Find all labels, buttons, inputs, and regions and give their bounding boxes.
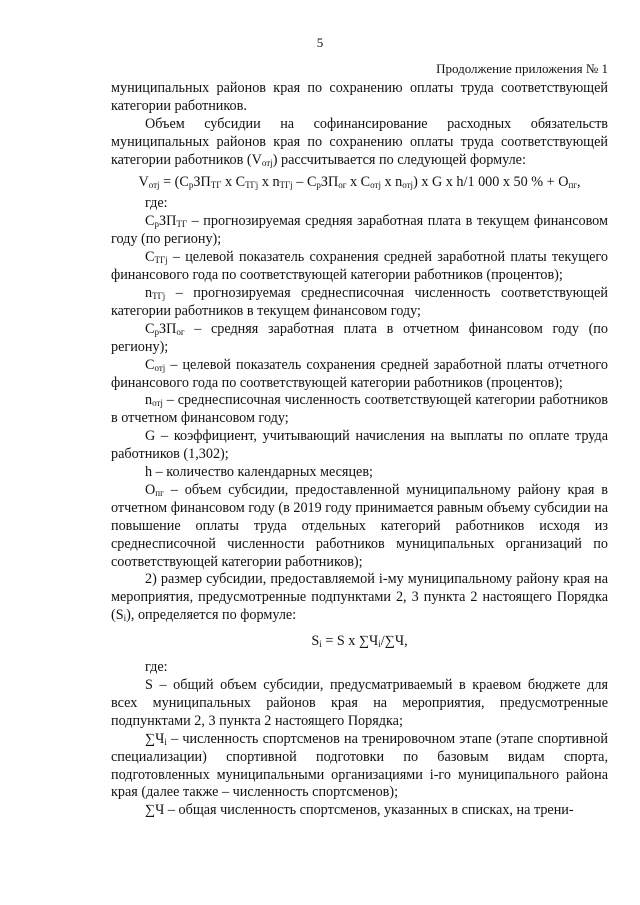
definition-total-subsidy: S – общий объем субсидии, предусматриваемый в краевом бюджете для всех муниципальных районов края на мероприятия, предусмотренные подпунктами 2, 3 пункта 2 настоящего Порядка; <box>111 677 608 729</box>
definition-athletes-district: $\sum Ч_i$ – численность спортсменов на тренировочном этапе (этапе спортивной специализации) спортивной подготовки по базовым видам спорта, подготовленных муниципальными организациями i-го муниципального района края (далее также – численность спортсменов); <box>111 730 608 801</box>
definition-headcount-current: $n_{ТГj}$ – прогнозируемая среднесписочная численность соответствующей категории работников в текущем финансовом году; <box>111 284 608 319</box>
document-body <box>111 80 608 820</box>
appendix-header: Продолжение приложения № 1 <box>436 61 608 76</box>
definition-coefficient-g: G – коэффициент, учитывающий начисления на выплаты по оплате труда работников (1,302); <box>111 428 608 463</box>
definition-prior-subsidy: $О_{пг}$ – объем субсидии, предоставленной муниципальному району края в отчетном финансовом году (в 2019 году принимается равным объему субсидии на повышение оплаты труда отдельных категорий работников исходя из среднесписочной численности работников муниципальных организаций по соответствующей категории работников); <box>111 481 608 570</box>
paragraph-subsidy-volume: Объем субсидии на софинансирование расходных обязательств муниципальных районов края по сохранению оплаты труда соответствующей категории работников $(V_{отj})$ рассчитывается по следующей формуле: <box>111 115 608 168</box>
definition-target-reporting: $С_{отj}$ – целевой показатель сохранения средней заработной платы отчетного финансового года по соответствующей категории работников (процентов); <box>111 356 608 391</box>
definition-athletes-total: ∑Ч – общая численность спортсменов, указанных в списках, на трени- <box>145 802 574 819</box>
definition-headcount-reporting: $n_{отj}$ – среднесписочная численность соответствующей категории работников в отчетном финансовом году; <box>111 392 608 427</box>
paragraph-continuation: муниципальных районов края по сохранению оплаты труда соответствующей категории работников. <box>111 80 608 114</box>
paragraph-item-2: 2) размер субсидии, предоставляемой i-му муниципальному району края на мероприятия, предусмотренные подпунктами 2, 3 пункта 2 настоящего Порядка $(S_i)$, определяется по формуле: <box>111 571 608 624</box>
page-number: 5 <box>316 35 324 50</box>
where-label-2: где: <box>145 659 168 676</box>
definition-avg-salary-reporting: $С_рЗП_{ог}$ – средняя заработная плата в отчетном финансовом году (по региону); <box>111 320 608 355</box>
formula-subsidy-volume: $V_{отj} = (С_рЗП_{ТГ}$ х $С_{ТГj}$ х $n_{ТГj} - С_рЗП_{ог}$ х $С_{отj}$ х $n_{отj}$) х G х h/1 000 х 50 % + $О_{пг}$, <box>138 173 581 190</box>
formula-subsidy-share: $S_i = S$ х $\sum Ч_i/\sum Ч$, <box>311 633 408 650</box>
where-label: где: <box>145 195 168 212</box>
definition-avg-salary-current: $С_рЗП_{ТГ}$ – прогнозируемая средняя заработная плата в текущем финансовом году (по региону); <box>111 213 608 248</box>
definition-months-h: h – количество календарных месяцев; <box>145 464 373 481</box>
definition-target-current: $С_{ТГj}$ – целевой показатель сохранения средней заработной платы текущего финансового года по соответствующей категории работников (процентов); <box>111 249 608 284</box>
